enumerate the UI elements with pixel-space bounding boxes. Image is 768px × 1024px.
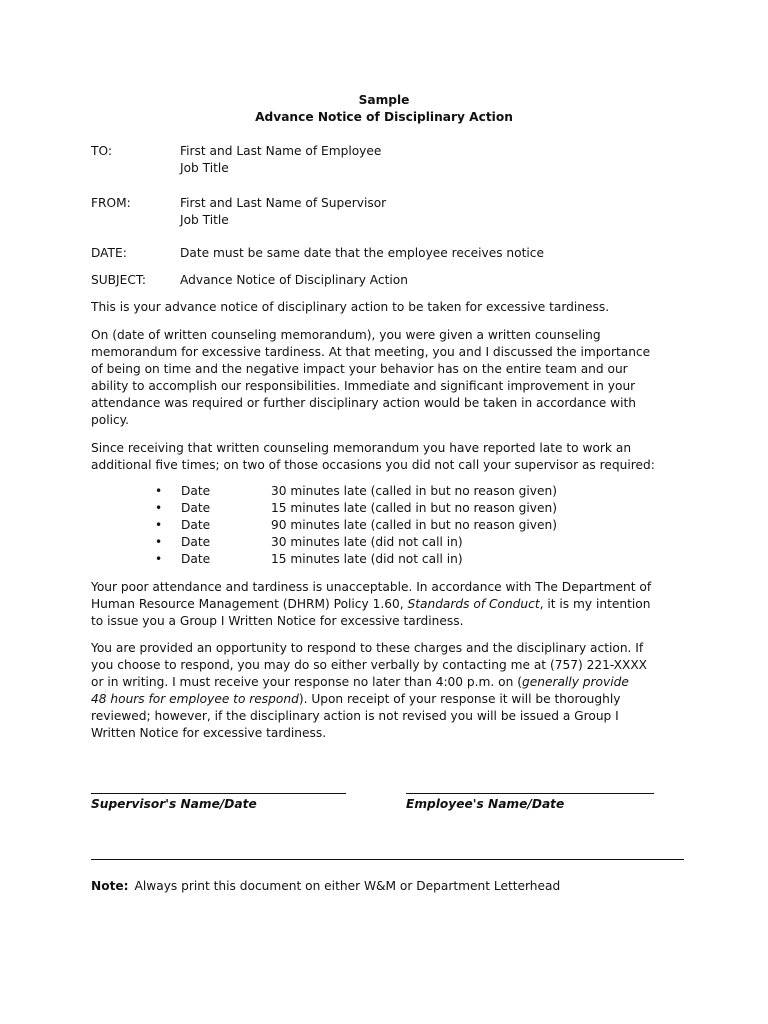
incident-date: Date [181,484,211,498]
bullet-point: • [155,535,163,549]
bullet-point: • [155,552,163,566]
to-title: Job Title [180,161,229,175]
supervisor-signature-line [91,793,346,794]
to-name: First and Last Name of Employee [180,144,382,158]
paragraph-line: reviewed; however, if the disciplinary action is not revised you will be issued a Group I [91,709,619,723]
paragraph-line: attendance was required or further disciplinary action would be taken in accordance with [91,396,637,410]
subject-label: SUBJECT: [91,273,147,287]
paragraph-line [91,674,691,691]
paragraph-counseling [91,327,691,429]
employee-signature-line [406,793,654,794]
to-label: TO: [91,144,112,158]
incident-description: 30 minutes late (did not call in) [271,535,463,549]
policy-text: , it is my intention [539,597,651,611]
paragraph-line: memorandum for excessive tardiness. At that meeting, you and I discussed the importance [91,345,651,359]
paragraph-response [91,640,691,742]
from-name: First and Last Name of Supervisor [180,196,387,210]
paragraph-line: Since receiving that written counseling memorandum you have reported late to work an [91,441,632,455]
paragraph-line: policy. [91,413,130,427]
incident-date: Date [181,552,211,566]
from-title: Job Title [180,213,229,227]
bullet-point: • [155,484,163,498]
paragraph-line [91,691,691,708]
response-deadline-note: generally provide [521,675,629,689]
policy-text: Human Resource Management (DHRM) Policy 1.60, [91,597,408,611]
paragraph-policy [91,579,691,630]
note-label: Note: [91,879,129,893]
paragraph-line [91,596,691,613]
supervisor-signature-label: Supervisor's Name/Date [91,797,257,811]
paragraph-line: On (date of written counseling memorandum), you were given a written counseling [91,328,601,342]
incident-date: Date [181,518,211,532]
response-text: or in writing. I must receive your response no later than 4:00 p.m. on ( [91,675,522,689]
document-title-sample: Sample [358,93,410,107]
employee-signature-label: Employee's Name/Date [406,797,565,811]
date-label: DATE: [91,246,127,260]
divider-line [91,859,684,860]
paragraph-line: to issue you a Group I Written Notice for excessive tardiness. [91,614,464,628]
incident-date: Date [181,535,211,549]
policy-title: Standards of Conduct [407,597,540,611]
paragraph-late-reports [91,440,691,474]
incident-description: 90 minutes late (called in but no reason given) [271,518,557,532]
letterhead-note [91,878,560,895]
date-value: Date must be same date that the employee receives notice [180,246,544,260]
incident-description: 30 minutes late (called in but no reason given) [271,484,557,498]
subject-value: Advance Notice of Disciplinary Action [180,273,408,287]
response-deadline-note: 48 hours for employee to respond [91,692,299,706]
paragraph-line: of being on time and the negative impact your behavior has on the entire team and our [91,362,628,376]
paragraph-line: You are provided an opportunity to respond to these charges and the disciplinary action. If [91,641,644,655]
bullet-point: • [155,501,163,515]
from-label: FROM: [91,196,131,210]
incident-description: 15 minutes late (did not call in) [271,552,463,566]
paragraph-line: Your poor attendance and tardiness is unacceptable. In accordance with The Department of [91,580,652,594]
paragraph-line: additional five times; on two of those occasions you did not call your supervisor as required: [91,458,655,472]
paragraph-line: This is your advance notice of disciplinary action to be taken for excessive tardiness. [91,300,610,314]
bullet-point: • [155,518,163,532]
incident-date: Date [181,501,211,515]
paragraph-intro [91,299,691,316]
paragraph-line: ability to accomplish our responsibilities. Immediate and significant improvement in your [91,379,636,393]
document-title: Advance Notice of Disciplinary Action [255,110,513,124]
response-text: ). Upon receipt of your response it will be thoroughly [298,692,621,706]
paragraph-line: you choose to respond, you may do so either verbally by contacting me at (757) 221-XXXX [91,658,648,672]
note-text: Always print this document on either W&M or Department Letterhead [134,879,561,893]
paragraph-line: Written Notice for excessive tardiness. [91,726,327,740]
incident-description: 15 minutes late (called in but no reason given) [271,501,557,515]
